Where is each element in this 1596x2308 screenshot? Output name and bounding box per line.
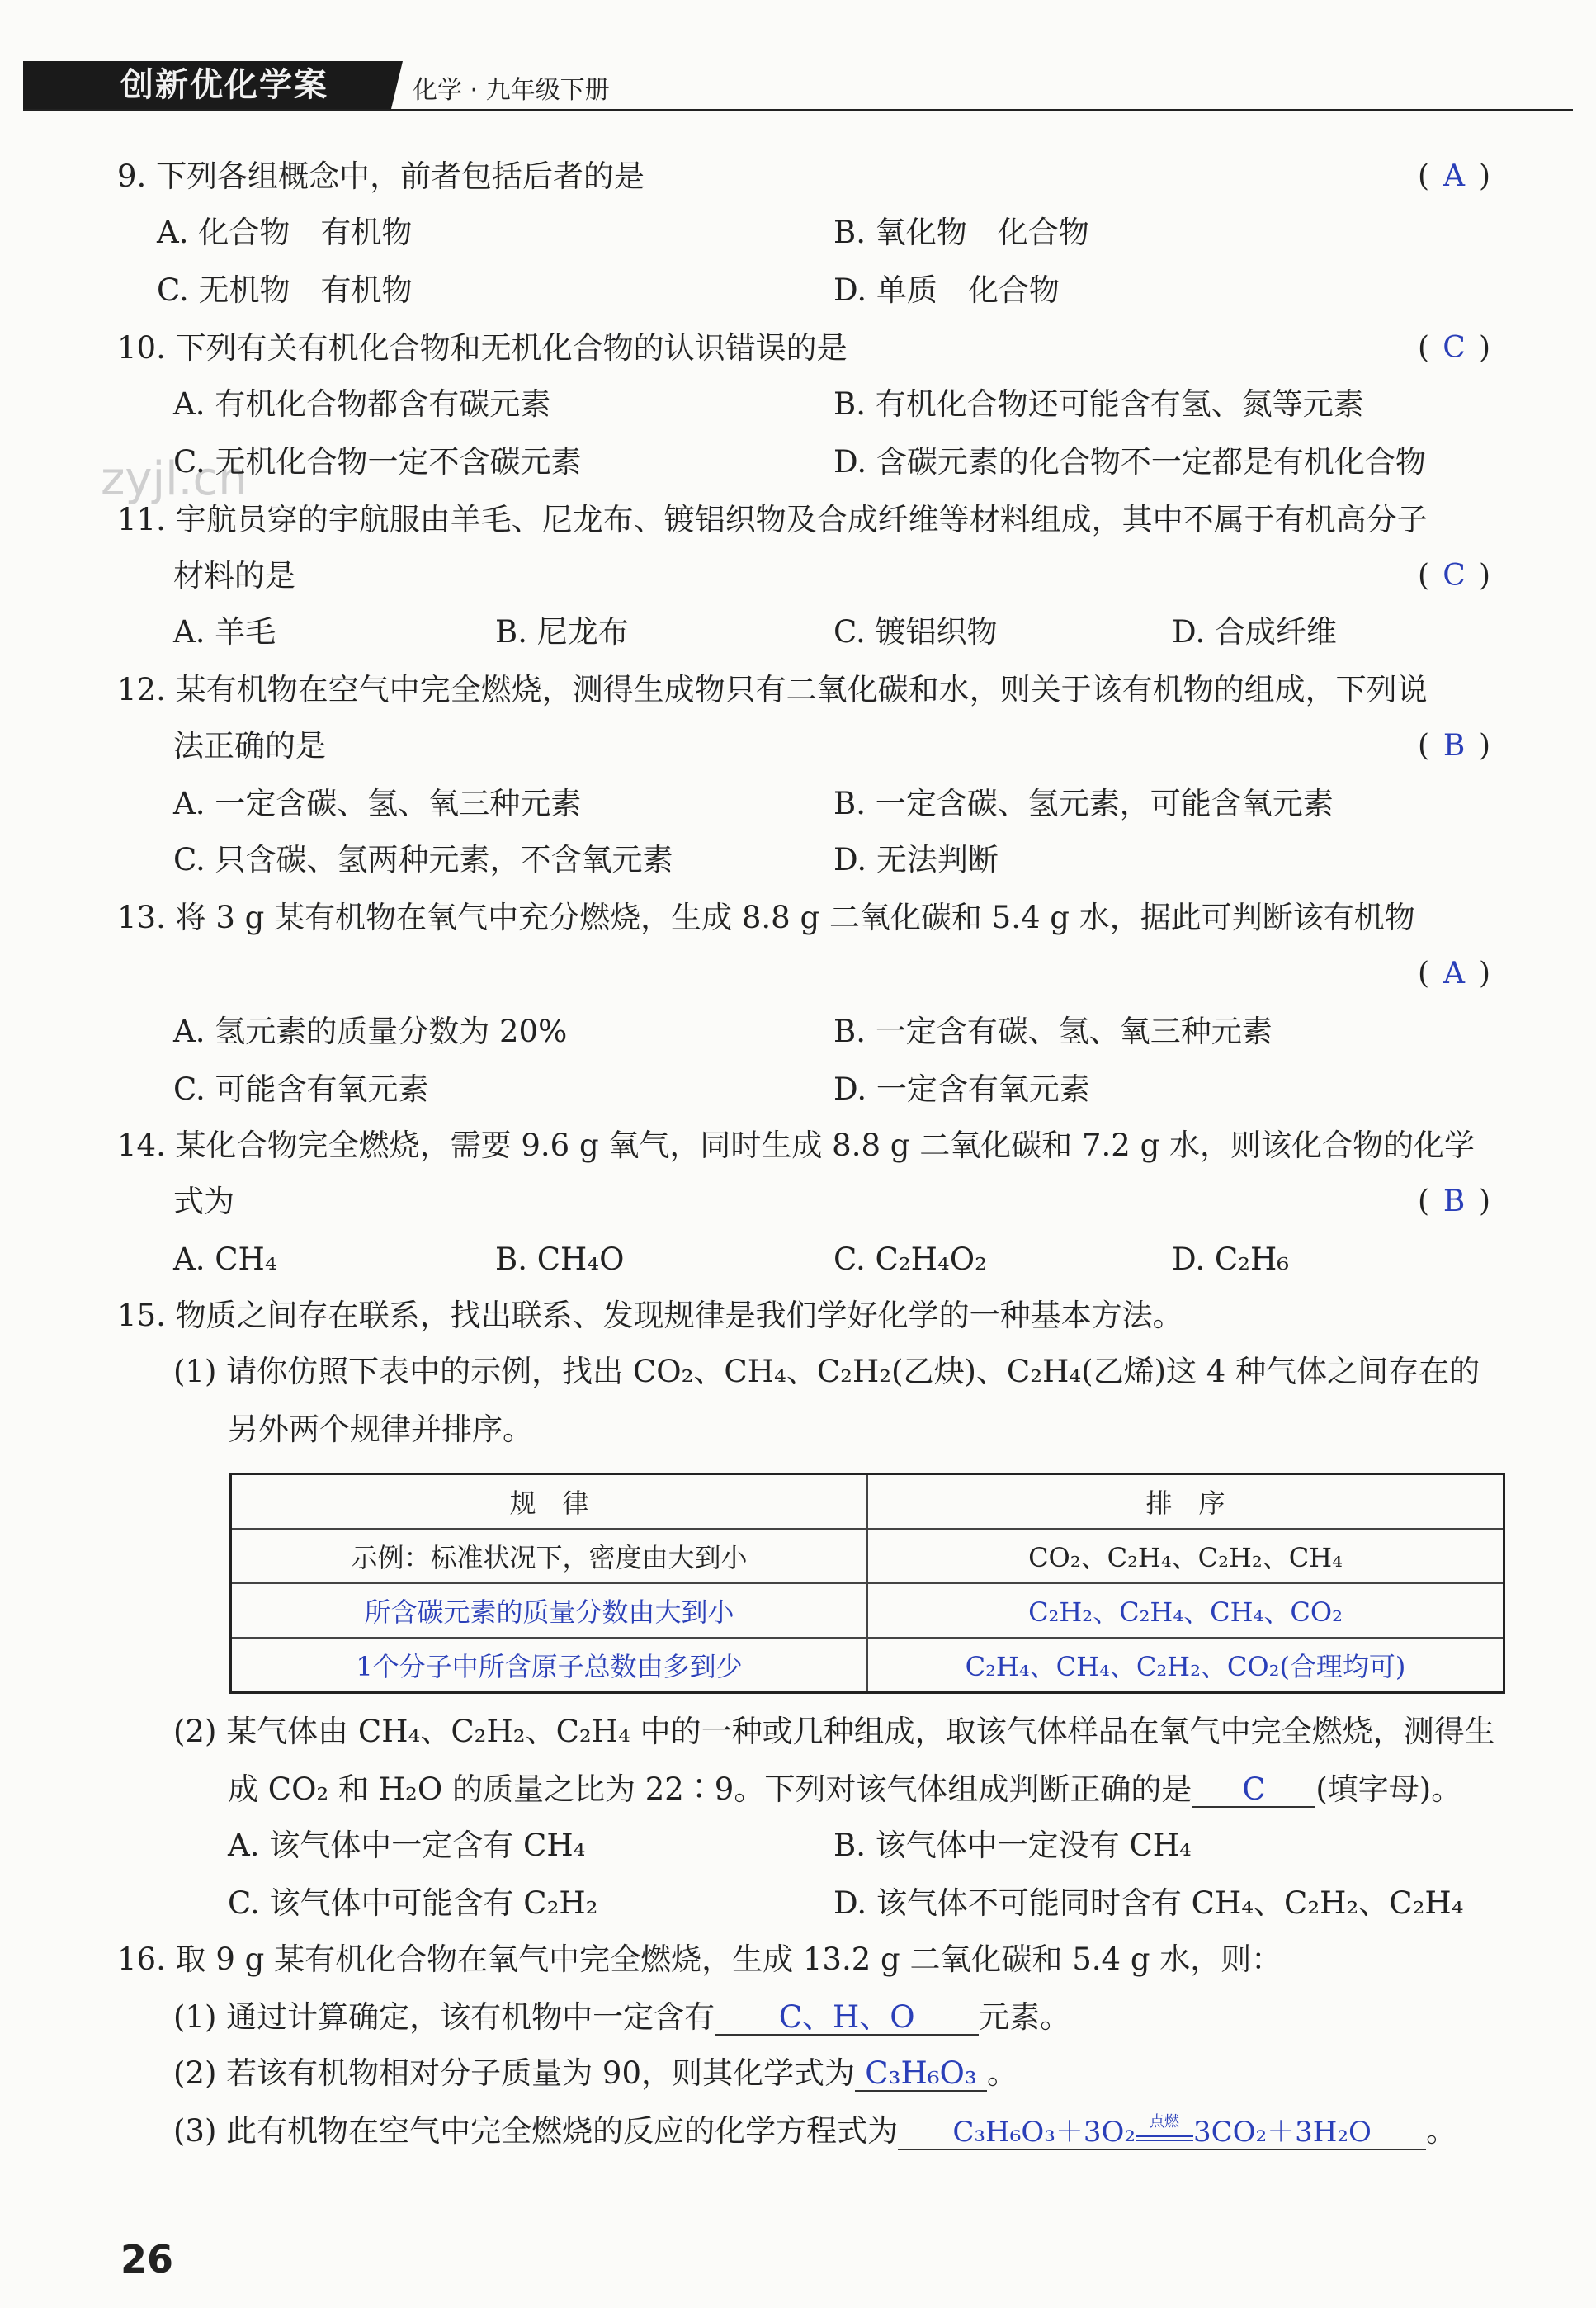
q15-option-c: C. 该气体中可能含有 C₂H₂: [228, 1885, 598, 1921]
q16-part2-answer: C₃H₆O₃: [855, 2057, 987, 2092]
q16-part2: [173, 2054, 1018, 2093]
q13-option-b: B. 一定含有碳、氢、氧三种元素: [833, 1014, 1273, 1049]
rules-table: [229, 1473, 1505, 1694]
subject-title: 化学 · 九年级下册: [413, 76, 610, 105]
q15-part2-text: 成 CO₂ 和 H₂O 的质量之比为 22∶9。下列对该气体组成判断正确的是: [228, 1771, 1192, 1807]
header-order-col: 排 序: [867, 1474, 1504, 1530]
q15-part2-tail: (填字母)。: [1315, 1771, 1462, 1807]
q11-option-d: D. 合成纤维: [1172, 614, 1337, 650]
q10-answer: C: [1443, 331, 1466, 365]
q10-option-d: D. 含碳元素的化合物不一定都是有机化合物: [833, 444, 1426, 480]
table-row: [231, 1583, 1504, 1638]
q15-part2-cont: [228, 1770, 1461, 1809]
q15-part1: (1) 请你仿照下表中的示例，找出 CO₂、CH₄、C₂H₂(乙炔)、C₂H₄(乙烯)这 4 种气体之间存在的: [173, 1354, 1480, 1389]
q13-option-d: D. 一定含有氧元素: [833, 1071, 1090, 1107]
q12-option-a: A. 一定含碳、氢、氧三种元素: [173, 786, 582, 821]
rule-cell: 示例：标准状况下，密度由大到小: [231, 1529, 868, 1583]
q13-answer: A: [1443, 957, 1466, 991]
q11-answer: C: [1443, 559, 1466, 593]
q11-answer-bracket: ( C ): [1418, 556, 1490, 596]
q12-stem: 12. 某有机物在空气中完全燃烧，测得生成物只有二氧化碳和水，则关于该有机物的组成，下列说: [117, 672, 1428, 707]
equation-arrow: [1136, 2113, 1193, 2141]
rule-cell: 1个分子中所含原子总数由多到少: [231, 1638, 868, 1693]
q12-option-d: D. 无法判断: [833, 842, 999, 877]
q16-part2-tail: 。: [987, 2055, 1018, 2091]
q15-part2: (2) 某气体由 CH₄、C₂H₂、C₂H₄ 中的一种或几种组成，取该气体样品在氧气中完全燃烧，测得生: [173, 1714, 1495, 1749]
q16-part3-text: (3) 此有机物在空气中完全燃烧的反应的化学方程式为: [173, 2113, 899, 2149]
q11-option-c: C. 镀铝织物: [833, 614, 998, 650]
q9-answer: A: [1443, 159, 1466, 193]
equation-right: 3CO₂＋3H₂O: [1192, 2116, 1372, 2149]
q13-stem: 13. 将 3 g 某有机物在氧气中充分燃烧，生成 8.8 g 二氧化碳和 5.4 g 水，据此可判断该有机物: [117, 900, 1415, 935]
equation-condition: 点燃: [1149, 2113, 1179, 2131]
q14-stem: 14. 某化合物完全燃烧，需要 9.6 g 氧气，同时生成 8.8 g 二氧化碳和 7.2 g 水，则该化合物的化学: [117, 1128, 1476, 1163]
q16-stem: 16. 取 9 g 某有机化合物在氧气中完全燃烧，生成 13.2 g 二氧化碳和 5.4 g 水，则：: [117, 1941, 1282, 1977]
q16-part1: [173, 1998, 1070, 2037]
q9-answer-bracket: ( A ): [1418, 157, 1490, 196]
q16-part1-text: (1) 通过计算确定，该有机物中一定含有: [173, 1999, 715, 2035]
q10-stem: 10. 下列有关有机化合物和无机化合物的认识错误的是: [117, 330, 848, 366]
q13-answer-bracket: ( A ): [1418, 954, 1490, 994]
q15-option-a: A. 该气体中一定含有 CH₄: [228, 1828, 586, 1863]
q14-option-a: A. CH₄: [173, 1241, 277, 1277]
order-cell: C₂H₄、CH₄、C₂H₂、CO₂(合理均可): [867, 1638, 1504, 1693]
q9-option-c: C. 无机物 有机物: [157, 272, 413, 308]
q14-answer-bracket: ( B ): [1418, 1182, 1490, 1222]
q13-option-a: A. 氢元素的质量分数为 20%: [173, 1014, 568, 1049]
q9-stem: 9. 下列各组概念中，前者包括后者的是: [117, 158, 645, 194]
q16-part3-answer: [898, 2113, 1426, 2150]
q9-option-d: D. 单质 化合物: [833, 272, 1060, 308]
q10-answer-bracket: ( C ): [1418, 329, 1490, 368]
table-row: [231, 1529, 1504, 1583]
q12-option-b: B. 一定含碳、氢元素，可能含氧元素: [833, 786, 1334, 821]
q15-option-d: D. 该气体不可能同时含有 CH₄、C₂H₂、C₂H₄: [833, 1885, 1464, 1921]
brand-banner: 创新优化学案: [23, 61, 386, 109]
q12-answer: B: [1443, 729, 1466, 763]
q16-part1-tail: 元素。: [979, 1999, 1071, 2035]
q14-option-b: B. CH₄O: [495, 1241, 625, 1277]
table-row: [231, 1638, 1504, 1693]
q15-stem: 15. 物质之间存在联系，找出联系、发现规律是我们学好化学的一种基本方法。: [117, 1298, 1183, 1333]
header-rule: [23, 109, 1573, 111]
q11-stem-cont: 材料的是: [173, 558, 295, 594]
header-rule-col: 规 律: [231, 1474, 868, 1530]
q14-stem-cont: 式为: [173, 1184, 234, 1219]
q15-part2-answer: C: [1192, 1773, 1315, 1808]
q14-answer: B: [1443, 1185, 1466, 1218]
q12-answer-bracket: ( B ): [1418, 726, 1490, 766]
q10-option-b: B. 有机化合物还可能含有氢、氮等元素: [833, 386, 1364, 422]
q11-option-a: A. 羊毛: [173, 614, 276, 650]
q9-option-b: B. 氧化物 化合物: [833, 215, 1089, 250]
watermark: zyjl.cn: [101, 452, 248, 506]
q10-option-c: C. 无机化合物一定不含碳元素: [173, 444, 582, 480]
q11-option-b: B. 尼龙布: [495, 614, 629, 650]
equation-left: C₃H₆O₃＋3O₂: [952, 2116, 1136, 2149]
page-number: 26: [120, 2237, 174, 2282]
q11-stem: 11. 宇航员穿的宇航服由羊毛、尼龙布、镀铝织物及合成纤维等材料组成，其中不属于有机高分子: [117, 502, 1428, 537]
q10-option-a: A. 有机化合物都含有碳元素: [173, 386, 551, 422]
q13-option-c: C. 可能含有氧元素: [173, 1071, 429, 1107]
q15-part1-cont: 另外两个规律并排序。: [228, 1412, 533, 1447]
page-header: [23, 61, 1573, 111]
rule-cell: 所含碳元素的质量分数由大到小: [231, 1583, 868, 1638]
q12-option-c: C. 只含碳、氢两种元素，不含氧元素: [173, 842, 673, 877]
q16-part3: [173, 2112, 1457, 2151]
q16-part3-tail: 。: [1426, 2113, 1457, 2149]
order-cell: CO₂、C₂H₄、C₂H₂、CH₄: [867, 1529, 1504, 1583]
q12-stem-cont: 法正确的是: [173, 728, 326, 764]
banner-slant: [386, 61, 403, 109]
q9-option-a: A. 化合物 有机物: [157, 215, 413, 250]
table-header-row: [231, 1474, 1504, 1530]
q14-option-c: C. C₂H₄O₂: [833, 1241, 987, 1277]
order-cell: C₂H₂、C₂H₄、CH₄、CO₂: [867, 1583, 1504, 1638]
q16-part1-answer: C、H、O: [715, 2001, 979, 2036]
q14-option-d: D. C₂H₆: [1172, 1241, 1290, 1277]
q16-part2-text: (2) 若该有机物相对分子质量为 90，则其化学式为: [173, 2055, 856, 2091]
q15-option-b: B. 该气体中一定没有 CH₄: [833, 1828, 1192, 1863]
